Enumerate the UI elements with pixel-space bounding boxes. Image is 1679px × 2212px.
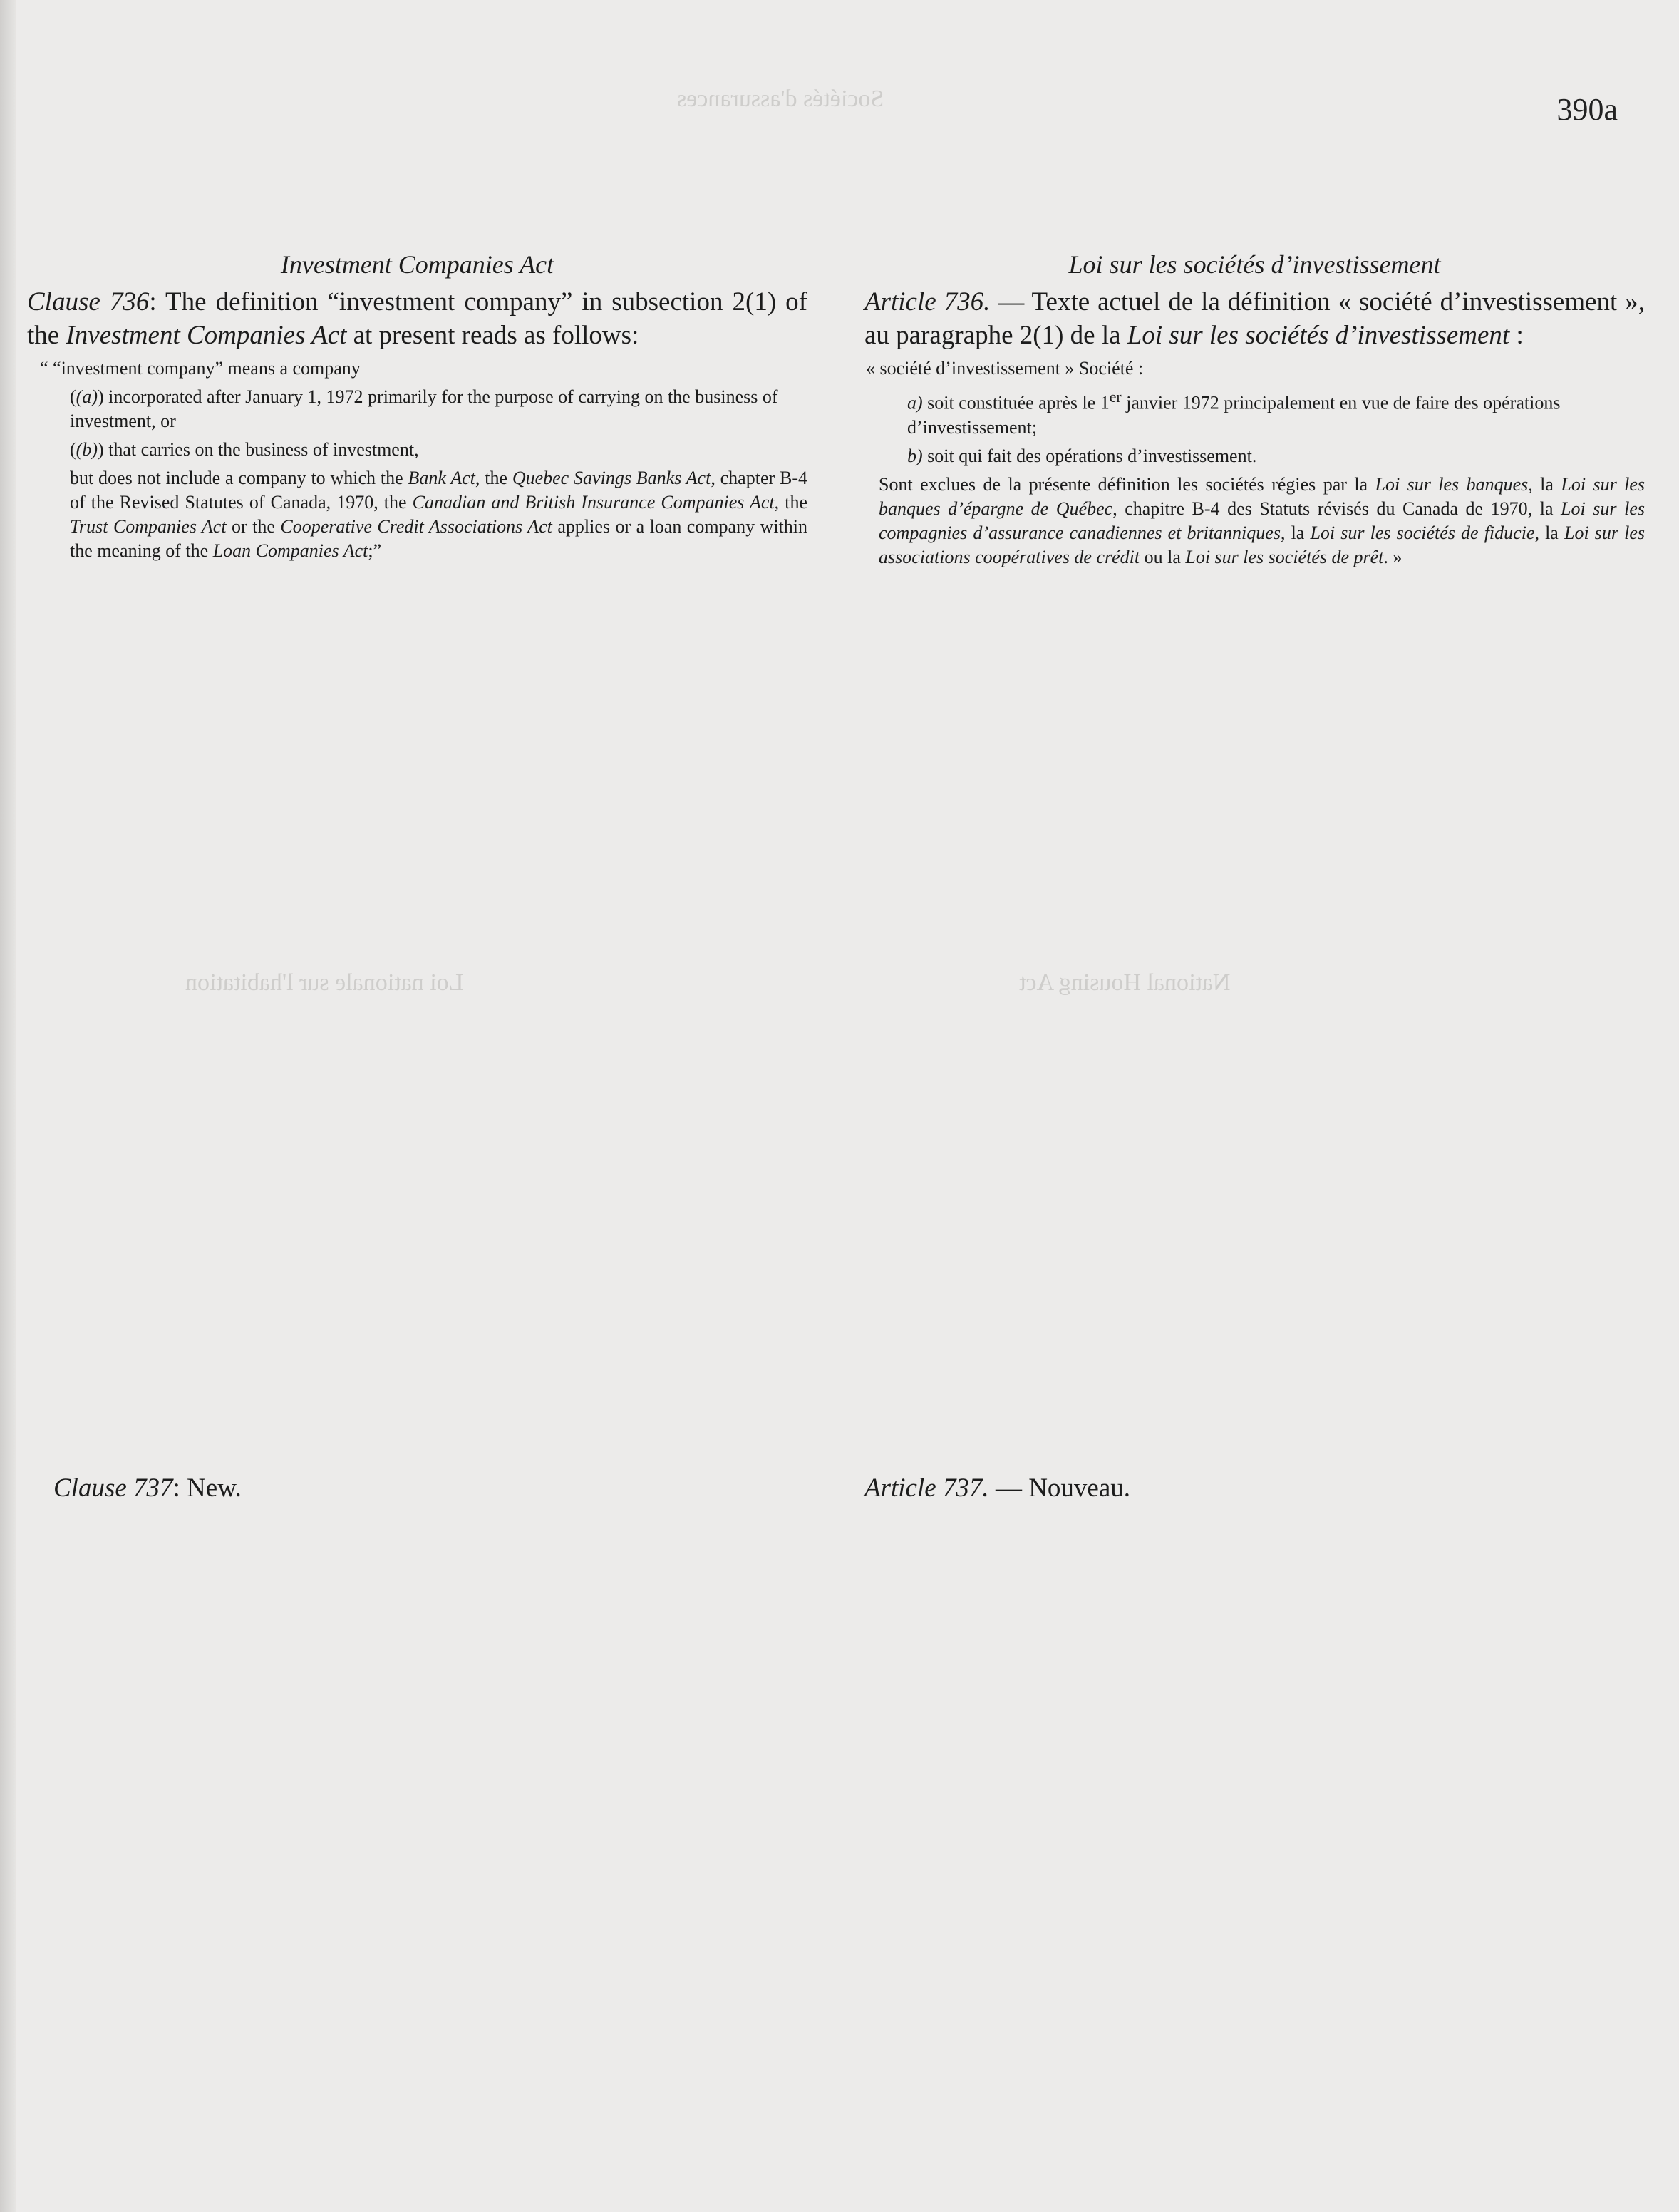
- definition-item-a: [864, 385, 1645, 440]
- act-title: Loi sur les sociétés d’investissement: [1068, 250, 1441, 279]
- item-label: a): [907, 392, 923, 413]
- item-label: (b): [76, 439, 98, 460]
- item-text: soit qui fait des opérations d’investissement.: [922, 445, 1257, 466]
- show-through-text: Loi nationale sur l'habitation: [185, 969, 464, 996]
- definition-item-b: [864, 444, 1645, 468]
- item-text: that carries on the business of investment,: [103, 439, 419, 460]
- article-text: — Nouveau.: [988, 1473, 1131, 1503]
- show-through-text: National Housing Act: [1019, 969, 1231, 996]
- article-text: — Texte actuel de la définition « société d’investissement », au paragraphe 2(1) de la: [864, 287, 1645, 350]
- item-label: (a): [76, 386, 98, 407]
- clause-text: : New.: [172, 1473, 242, 1503]
- item-label: b): [907, 445, 923, 466]
- quoted-definition-lead: « société d’investissement » Société :: [866, 358, 1144, 379]
- clause-label: Clause 737: [53, 1473, 173, 1503]
- clause-737: [53, 1473, 242, 1503]
- act-reference: Trust Companies Act: [70, 516, 227, 537]
- item-text: soit constituée après le 1: [922, 392, 1110, 413]
- clause-text: : The definition “investment company” in subsection 2(1) of the: [27, 287, 808, 350]
- act-reference: Bank Act: [408, 468, 475, 488]
- text: ;”: [368, 540, 382, 561]
- text: . »: [1383, 546, 1402, 567]
- clause-text: at present reads as follows:: [346, 321, 639, 350]
- text: , la: [1534, 522, 1564, 543]
- definition-item-a: ((a)) incorporated after January 1, 1972 primarily for the purpose of carrying on the business of investment, or: [70, 386, 778, 431]
- act-reference: Loi sur les sociétés de prêt: [1185, 546, 1384, 567]
- clause-label: Clause 736: [27, 287, 150, 317]
- act-reference: Cooperative Credit Associations Act: [280, 516, 552, 537]
- act-reference: Loi sur les banques: [1375, 473, 1529, 495]
- clause-intro: [27, 285, 807, 352]
- act-reference: Loi sur les compagnies d’assurance canadiennes et britanniques: [879, 498, 1645, 543]
- act-reference: Loi sur les sociétés de fiducie: [1310, 522, 1535, 543]
- text: but does not include a company to which the: [70, 468, 408, 488]
- article-label: Article 736.: [864, 287, 991, 317]
- french-column: [864, 250, 1645, 570]
- text: , the: [475, 468, 512, 488]
- page-edge-shadow: [0, 0, 16, 2212]
- text: or the: [226, 516, 281, 537]
- act-reference: Loi sur les banques d’épargne de Québec: [879, 473, 1646, 519]
- item-text: incorporated after January 1, 1972 primarily for the purpose of carrying on the business of investment, or: [70, 386, 778, 431]
- act-reference: Loi sur les associations coopératives de crédit: [879, 522, 1646, 567]
- show-through-text: Sociétés d'assurances: [677, 86, 884, 112]
- definition-item-b: ((b)) that carries on the business of investment,: [70, 439, 419, 460]
- act-reference: Quebec Savings Banks Act: [512, 468, 711, 488]
- text: , chapitre B-4 des Statuts révisés du Canada de 1970, la: [1112, 498, 1561, 519]
- definition-exclusions: [27, 466, 807, 563]
- text: applies or a loan company within the meaning of the: [70, 516, 807, 561]
- article-intro: [864, 285, 1645, 352]
- act-reference: Canadian and British Insurance Companies Act: [412, 492, 775, 513]
- act-reference: Loi sur les sociétés d’investissement: [1127, 321, 1510, 350]
- quoted-definition-lead: “ “investment company” means a company: [40, 358, 361, 379]
- act-reference: Investment Companies Act: [66, 321, 347, 350]
- text: , la: [1280, 522, 1311, 543]
- superscript: er: [1109, 389, 1122, 406]
- article-text: :: [1509, 321, 1524, 350]
- english-column: [27, 250, 807, 563]
- act-reference: Loan Companies Act: [212, 540, 368, 561]
- item-text: janvier 1972 principalement en vue de faire des opérations d’investissement;: [907, 392, 1561, 438]
- text: , la: [1528, 473, 1561, 495]
- article-label: Article 737.: [864, 1473, 989, 1503]
- page-number: 390a: [1556, 92, 1618, 127]
- text: Sont exclues de la présente définition les sociétés régies par la: [879, 473, 1375, 495]
- article-737: [864, 1473, 1130, 1503]
- definition-exclusions: [864, 473, 1645, 570]
- text: , the: [774, 492, 807, 513]
- text: , chapter B-4 of the Revised Statutes of Canada, 1970, the: [70, 468, 807, 513]
- text: ou la: [1140, 546, 1186, 567]
- act-title: Investment Companies Act: [280, 250, 554, 279]
